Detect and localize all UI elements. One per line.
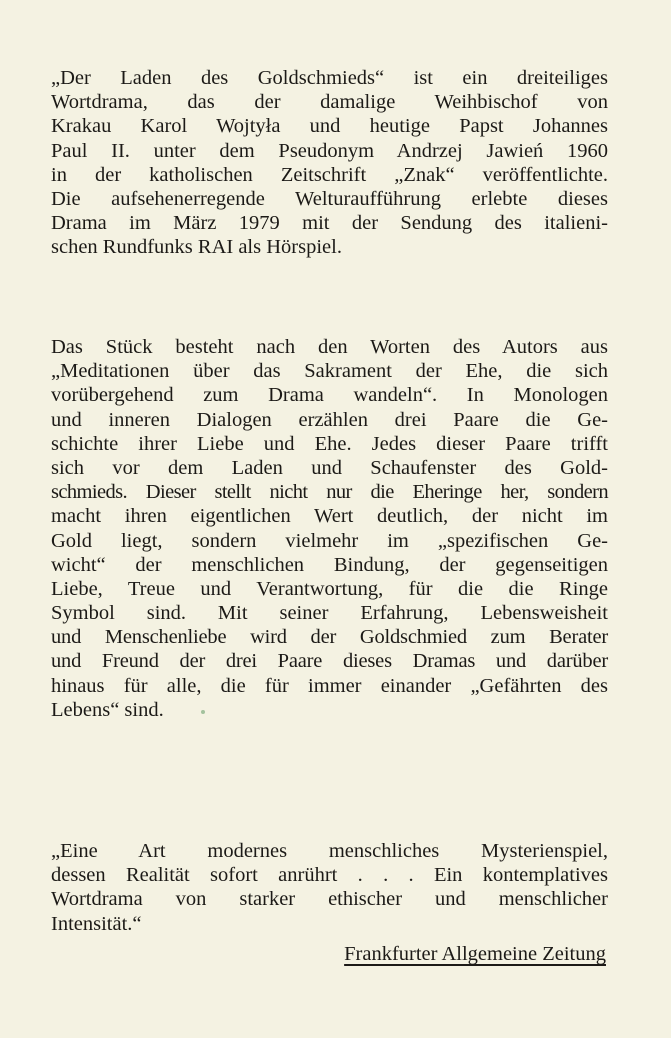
text-line: „Der Laden des Goldschmieds“ ist ein dreiteiliges xyxy=(51,67,608,89)
text-line: und Freund der drei Paare dieses Dramas und darüber xyxy=(51,650,608,673)
text-line: Paul II. unter dem Pseudonym Andrzej Jawień 1960 xyxy=(51,139,608,162)
text-line: macht ihren eigentlichen Wert deutlich, der nicht im xyxy=(51,505,608,528)
paragraph-quote xyxy=(51,839,608,936)
text-line: „Meditationen über das Sakrament der Ehe, die sich xyxy=(51,360,608,383)
text-line: vorübergehend zum Drama wandeln“. In Monologen xyxy=(51,384,608,407)
text-line: „Eine Art modernes menschliches Mysterienspiel, xyxy=(51,840,608,862)
text-line: und Menschenliebe wird der Goldschmied zum Berater xyxy=(51,626,608,649)
text-line: schmieds. Dieser stellt nicht nur die Eheringe her, sondern xyxy=(51,481,608,504)
text-line: schichte ihrer Liebe und Ehe. Jedes dieser Paare trifft xyxy=(51,432,608,455)
text-line: Wortdrama, das der damalige Weihbischof von xyxy=(51,91,608,114)
text-line: sich vor dem Laden und Schaufenster des Gold- xyxy=(51,456,608,479)
text-line: schen Rundfunks RAI als Hörspiel. xyxy=(51,236,342,259)
paragraph-description xyxy=(51,335,608,722)
text-line: Symbol sind. Mit seiner Erfahrung, Lebensweisheit xyxy=(51,602,608,625)
ink-speck xyxy=(201,710,205,714)
text-line: Intensität.“ xyxy=(51,912,142,935)
text-line: und inneren Dialogen erzählen drei Paare die Ge- xyxy=(51,408,608,431)
text-line: Das Stück besteht nach den Worten des Autors aus xyxy=(51,336,608,358)
text-line: Lebens“ sind. xyxy=(51,698,164,721)
text-line: Drama im März 1979 mit der Sendung des italieni- xyxy=(51,212,608,235)
text-line: Die aufsehenerregende Welturaufführung erlebte dieses xyxy=(51,187,608,210)
quote-source: Frankfurter Allgemeine Zeitung xyxy=(344,943,606,965)
text-line: wicht“ der menschlichen Bindung, der gegenseitigen xyxy=(51,553,608,576)
paragraph-intro xyxy=(51,66,608,260)
text-line: in der katholischen Zeitschrift „Znak“ veröffentlichte. xyxy=(51,163,608,186)
text-line: hinaus für alle, die für immer einander „Gefährten des xyxy=(51,674,608,697)
text-line: Gold liegt, sondern vielmehr im „spezifischen Ge- xyxy=(51,529,608,552)
text-line: Wortdrama von starker ethischer und menschlicher xyxy=(51,888,608,911)
text-line: Liebe, Treue und Verantwortung, für die die Ringe xyxy=(51,577,608,600)
text-line: dessen Realität sofort anrührt . . . Ein kontemplatives xyxy=(51,864,608,887)
text-line: Krakau Karol Wojtyła und heutige Papst Johannes xyxy=(51,115,608,138)
